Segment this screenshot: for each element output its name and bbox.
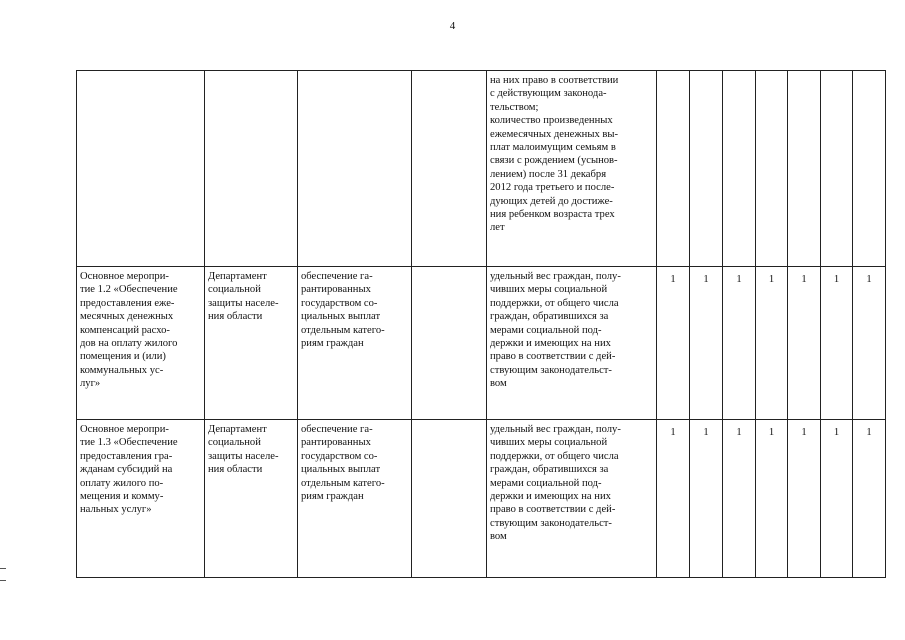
- cell-line: государством со-: [301, 450, 378, 462]
- value-cell: 1: [821, 267, 853, 420]
- executor-cell: [205, 71, 298, 267]
- cell-line: социальной: [208, 437, 261, 449]
- result-cell: [298, 267, 412, 420]
- cell-line: лет: [490, 222, 505, 234]
- cell-line: месячных денежных: [80, 311, 174, 323]
- indicator-cell: [487, 71, 657, 267]
- cell-line: предоставления гра-: [80, 450, 173, 462]
- cell-line: удельный вес граждан, полу-: [490, 271, 621, 282]
- cell-line: государством со-: [301, 297, 378, 309]
- cell-line: компенсаций расхо-: [80, 324, 170, 336]
- value-cell: [788, 71, 821, 267]
- cell-line: помещения и (или): [80, 351, 166, 363]
- cell-line: Департамент: [208, 424, 267, 435]
- cell-line: предоставления еже-: [80, 297, 175, 309]
- cell-line: на них право в соответствии: [490, 75, 619, 86]
- cell-line: риям граждан: [301, 491, 364, 503]
- value-cell: 1: [756, 267, 788, 420]
- cell-line: отдельным катего-: [301, 324, 385, 336]
- cell-line: мерами социальной под-: [490, 324, 602, 336]
- link-cell: [412, 267, 487, 420]
- cell-line: рантированных: [301, 437, 371, 449]
- cell-line: связи с рождением (усынов-: [490, 155, 618, 167]
- executor-cell: [205, 267, 298, 420]
- value-cell: [853, 71, 886, 267]
- value-cell: [756, 71, 788, 267]
- cell-line: обеспечение га-: [301, 424, 373, 435]
- cell-line: ния ребенком возраста трех: [490, 209, 615, 221]
- value-cell: [657, 71, 690, 267]
- cell-line: Основное меропри-: [80, 424, 169, 435]
- value-cell: 1: [723, 267, 756, 420]
- cell-line: риям граждан: [301, 338, 364, 350]
- cell-line: циальных выплат: [301, 464, 381, 476]
- page-number: 4: [449, 20, 456, 32]
- table-row: [77, 71, 886, 267]
- cell-line: вом: [490, 378, 507, 390]
- margin-mark: [0, 580, 6, 581]
- cell-line: право в соответствии с дей-: [490, 504, 616, 516]
- cell-line: держки и имеющих на них: [490, 338, 611, 350]
- value-cell: 1: [657, 267, 690, 420]
- cell-line: защиты населе-: [208, 450, 279, 462]
- cell-line: жданам субсидий на: [80, 464, 173, 476]
- cell-line: 2012 года третьего и после-: [490, 182, 615, 194]
- cell-line: плат малоимущим семьям в: [490, 142, 616, 154]
- cell-line: держки и имеющих на них: [490, 491, 611, 503]
- result-cell: [298, 71, 412, 267]
- value-cell: [690, 71, 723, 267]
- link-cell: [412, 71, 487, 267]
- cell-line: оплату жилого по-: [80, 477, 164, 489]
- value-cell: 1: [690, 267, 723, 420]
- value-cell: 1: [723, 420, 756, 578]
- cell-line: вом: [490, 531, 507, 543]
- value-cell: 1: [853, 420, 886, 578]
- cell-line: дов на оплату жилого: [80, 338, 178, 350]
- cell-line: отдельным катего-: [301, 477, 385, 489]
- program-events-table: [76, 70, 886, 578]
- cell-line: граждан, обратившихся за: [490, 464, 609, 476]
- value-cell: 1: [821, 420, 853, 578]
- cell-line: тие 1.2 «Обеспечение: [80, 284, 178, 296]
- cell-line: дующих детей до достиже-: [490, 195, 613, 207]
- event-cell: [77, 71, 205, 267]
- table-row: [77, 267, 886, 420]
- cell-line: граждан, обратившихся за: [490, 311, 609, 323]
- link-cell: [412, 420, 487, 578]
- margin-mark: [0, 568, 6, 569]
- cell-line: рантированных: [301, 284, 371, 296]
- cell-line: мерами социальной под-: [490, 477, 602, 489]
- value-cell: 1: [690, 420, 723, 578]
- result-cell: [298, 420, 412, 578]
- value-cell: 1: [657, 420, 690, 578]
- cell-line: ствующим законодательст-: [490, 517, 612, 529]
- cell-line: нальных услуг»: [80, 504, 152, 516]
- cell-line: тельством;: [490, 101, 539, 113]
- indicator-cell: [487, 267, 657, 420]
- cell-line: коммунальных ус-: [80, 364, 164, 376]
- cell-line: чивших меры социальной: [490, 284, 608, 296]
- cell-line: защиты населе-: [208, 297, 279, 309]
- cell-line: Департамент: [208, 271, 267, 282]
- cell-line: поддержки, от общего числа: [490, 450, 619, 462]
- cell-line: поддержки, от общего числа: [490, 297, 619, 309]
- cell-line: право в соответствии с дей-: [490, 351, 616, 363]
- value-cell: 1: [756, 420, 788, 578]
- cell-line: Основное меропри-: [80, 271, 169, 282]
- cell-line: луг»: [80, 378, 101, 390]
- event-cell: [77, 267, 205, 420]
- cell-line: ствующим законодательст-: [490, 364, 612, 376]
- cell-line: социальной: [208, 284, 261, 296]
- cell-line: мещения и комму-: [80, 491, 164, 503]
- cell-line: лением) после 31 декабря: [490, 168, 607, 180]
- cell-line: циальных выплат: [301, 311, 381, 323]
- value-cell: 1: [788, 267, 821, 420]
- table-row: [77, 420, 886, 578]
- cell-line: ния области: [208, 464, 263, 476]
- cell-line: удельный вес граждан, полу-: [490, 424, 621, 435]
- indicator-cell: [487, 420, 657, 578]
- cell-line: чивших меры социальной: [490, 437, 608, 449]
- cell-line: тие 1.3 «Обеспечение: [80, 437, 178, 449]
- cell-line: количество произведенных: [490, 115, 613, 127]
- cell-line: ния области: [208, 311, 263, 323]
- value-cell: 1: [788, 420, 821, 578]
- event-cell: [77, 420, 205, 578]
- cell-line: обеспечение га-: [301, 271, 373, 282]
- cell-line: с действующим законода-: [490, 88, 607, 100]
- value-cell: [723, 71, 756, 267]
- cell-line: ежемесячных денежных вы-: [490, 128, 619, 140]
- value-cell: 1: [853, 267, 886, 420]
- value-cell: [821, 71, 853, 267]
- executor-cell: [205, 420, 298, 578]
